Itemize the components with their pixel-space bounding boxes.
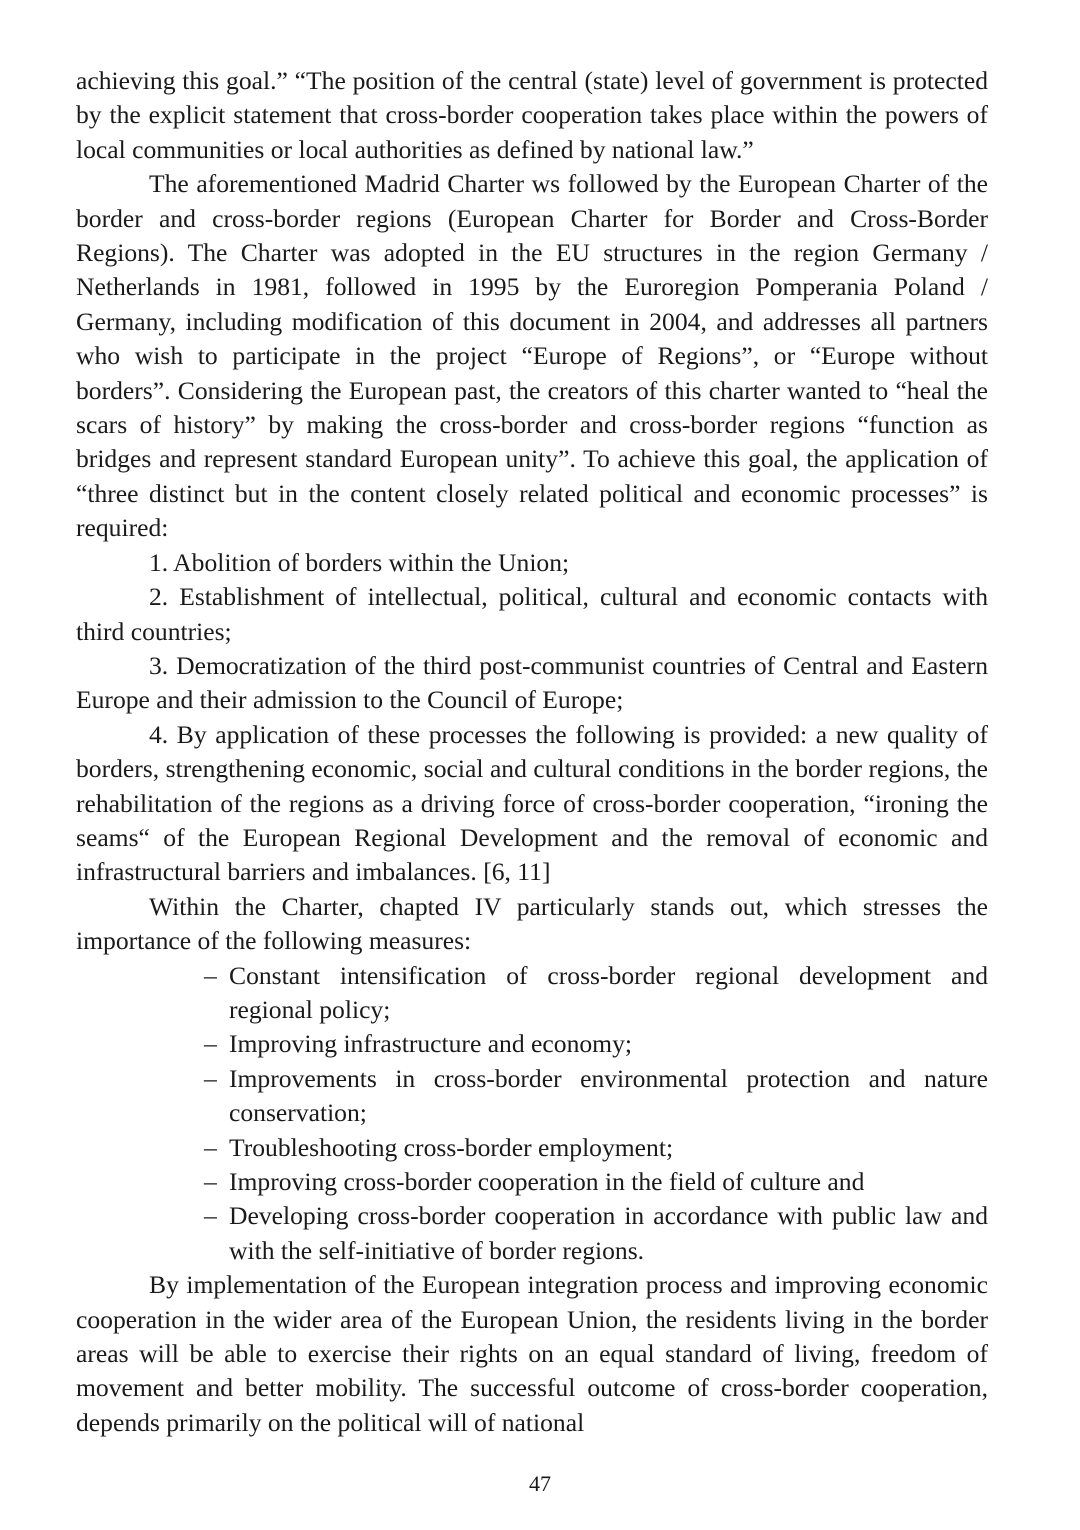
dash-bullet: – (204, 1029, 217, 1059)
numbered-item-1: 1. Abolition of borders within the Union; (149, 547, 570, 577)
numbered-item-4: 4. By application of these processes the following is provided: a new quality of borders, strengthening economic, social and cultural conditions in the border regions, the rehabilitation of the regions as a driving force of cross-border cooperation, “ironing the seams“ of the European Regional Development and the removal of economic and infrastructural barriers and imbalances. [6, 11] (76, 719, 988, 887)
page-number: 47 (529, 1471, 551, 1496)
measures-list (76, 959, 988, 1269)
paragraph-continuation: achieving this goal.” “The position of the central (state) level of government is protected by the explicit statement that cross-border cooperation takes place within the powers of local communities or local authorities as defined by national law.” (76, 66, 988, 164)
list-item-text: Troubleshooting cross-border employment; (229, 1132, 674, 1162)
dash-bullet: – (204, 1201, 217, 1231)
numbered-item-2: 2. Establishment of intellectual, political, cultural and economic contacts with third countries; (76, 582, 988, 646)
list-item (204, 1062, 988, 1131)
numbered-item-3: 3. Democratization of the third post-communist countries of Central and Eastern Europe and their admission to the Council of Europe; (76, 650, 988, 715)
list-item (204, 1027, 988, 1061)
dash-bullet: – (204, 1132, 217, 1162)
list-item-text: Improving cross-border cooperation in the field of culture and (229, 1167, 865, 1196)
list-item-text: Improvements in cross-border environmental protection and nature conservation; (229, 1063, 988, 1128)
list-item (204, 1165, 988, 1199)
dash-bullet: – (204, 1063, 217, 1093)
paragraph-chapter-iv: Within the Charter, chapted IV particularly stands out, which stresses the importance of the following measures: (76, 891, 988, 956)
paragraph-european-charter: The aforementioned Madrid Charter ws followed by the European Charter of the border and cross-border regions (European Charter for Border and Cross-Border Regions). The Charter was adopted in the EU structures in the region Germany / Netherlands in 1981, followed in 1995 by the Euroregion Pomperania Poland / Germany, including modification of this document in 2004, and addresses all partners who wish to participate in the project “Europe of Regions”, or “Europe without borders”. Considering the European past, the creators of this charter wanted to “heal the scars of history” by making the cross-border and cross-border regions “function as bridges and represent standard European unity”. To achieve this goal, the application of “three distinct but in the content closely related political and economic processes” is required: (76, 169, 988, 543)
list-item (204, 1199, 988, 1268)
dash-bullet: – (204, 1167, 217, 1196)
page-body (76, 64, 988, 1440)
list-item-text: Constant intensification of cross-border regional development and regional policy; (229, 960, 988, 1024)
list-item (204, 1131, 988, 1165)
list-item-text: Improving infrastructure and economy; (229, 1029, 632, 1059)
dash-bullet: – (204, 960, 217, 990)
paragraph-implementation: By implementation of the European integration process and improving economic cooperation in the wider area of the European Union, the residents living in the border areas will be able to exercise their rights on an equal standard of living, freedom of movement and better mobility. The successful outcome of cross-border cooperation, depends primarily on the political will of national (76, 1270, 988, 1437)
list-item-text: Developing cross-border cooperation in accordance with public law and with the self-initiative of border regions. (229, 1201, 988, 1265)
list-item (204, 959, 988, 1028)
